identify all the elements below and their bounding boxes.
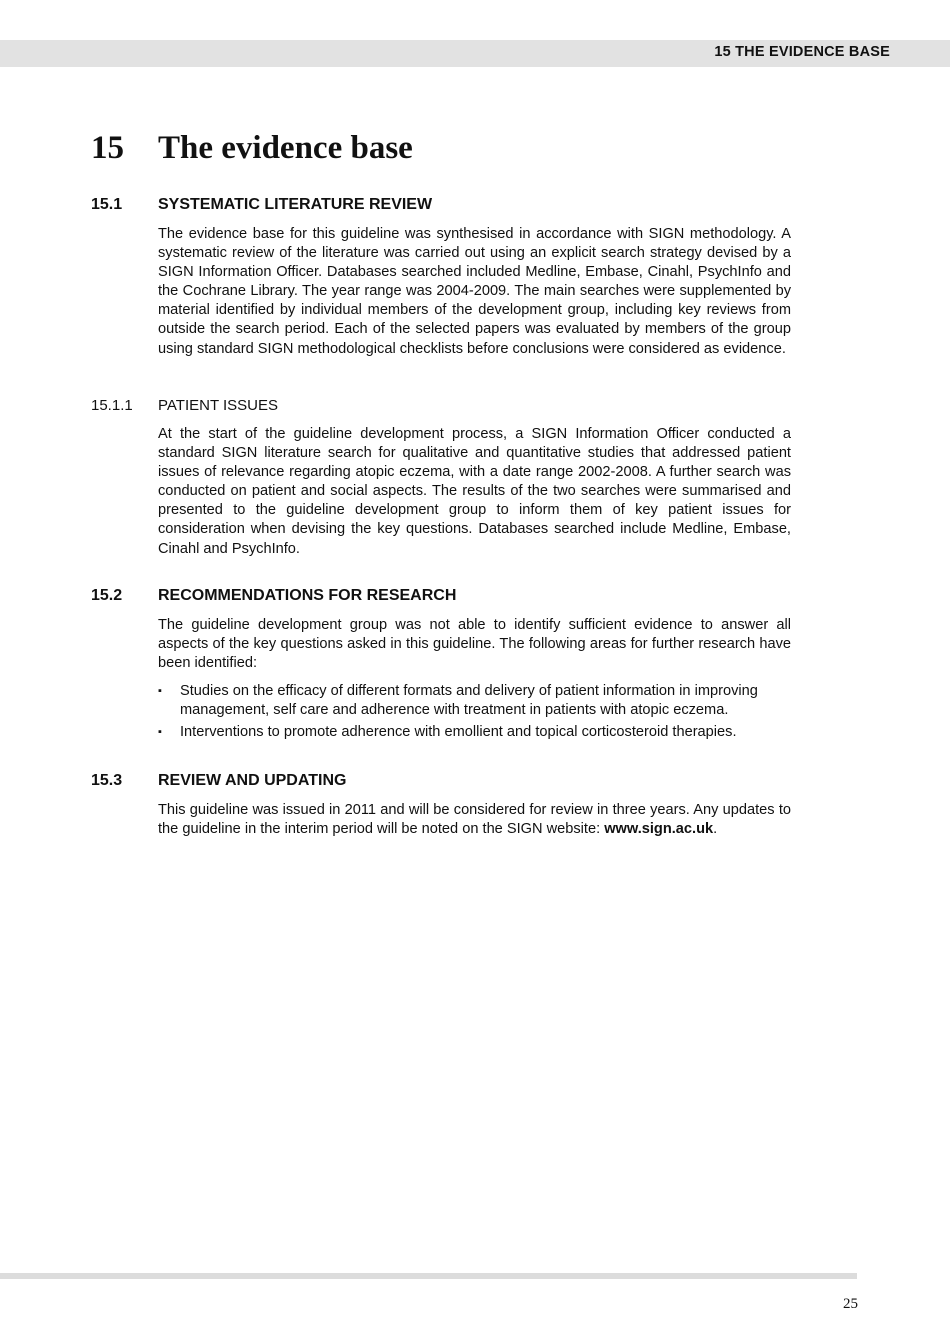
subsection-title: PATIENT ISSUES: [158, 397, 279, 414]
section-title: RECOMMENDATIONS FOR RESEARCH: [158, 587, 457, 604]
subsection-number: 15.1.1: [91, 397, 133, 414]
section-number: 15.1: [91, 196, 123, 213]
chapter-title: [91, 128, 413, 168]
paragraph-text: This guideline was issued in 2011 and will be considered for review in three years. Any updates to the guideline in the interim period will be noted on the SIGN website:: [158, 802, 791, 838]
chapter-number: 15: [91, 130, 124, 166]
section-heading-15-3: [91, 771, 346, 791]
bullet-square-icon: ▪: [158, 685, 162, 697]
section-paragraph-15-3: [158, 801, 791, 839]
research-bullet-list: [158, 682, 791, 745]
bullet-square-icon: ▪: [158, 726, 162, 739]
section-paragraph-15-1: The evidence base for this guideline was synthesised in accordance with SIGN methodology. A systematic review of the literature was carried out using an explicit search strategy devised by a SIGN Information Officer. Databases searched included Medline, Embase, Cinahl, PsychInfo and the Cochrane Library. The year range was 2004-2009. The main searches were supplemented by material identified by individual members of the development group, including key reviews from outside the search period. Each of the selected papers was evaluated by members of the group using standard SIGN methodological checklists before conclusions were considered as evidence.: [158, 226, 791, 357]
list-item: [158, 682, 791, 720]
section-title: REVIEW AND UPDATING: [158, 772, 347, 789]
chapter-title-text: The evidence base: [158, 130, 413, 166]
section-number: 15.3: [91, 772, 123, 789]
running-header-title: 15 THE EVIDENCE BASE: [714, 44, 890, 60]
paragraph-trailing: .: [713, 821, 718, 838]
list-item-text: Studies on the efficacy of different formats and delivery of patient information in improving management, self care and adherence with treatment in patients with atopic eczema.: [180, 683, 758, 719]
page-number: 25: [843, 1296, 858, 1312]
section-number: 15.2: [91, 587, 123, 604]
section-title: SYSTEMATIC LITERATURE REVIEW: [158, 196, 433, 213]
list-item-text: Interventions to promote adherence with emollient and topical corticosteroid therapies.: [180, 724, 737, 741]
section-heading-15-1: [91, 195, 432, 215]
section-paragraph-15-2: The guideline development group was not able to identify sufficient evidence to answer all aspects of the key questions asked in this guideline. The following areas for further research have been identified:: [158, 617, 791, 672]
footer-bar: [0, 1273, 857, 1279]
subsection-heading-15-1-1: [91, 396, 278, 416]
section-paragraph-15-1-1: At the start of the guideline development process, a SIGN Information Officer conducted a standard SIGN literature search for qualitative and quantitative studies that addressed patient issues of relevance regarding atopic eczema, with a date range 2002-2008. A further search was conducted on patient and social aspects. The results of the two searches were summarised and presented to the guideline development group to inform them of key patient issues for consideration when devising the key questions. Databases searched include Medline, Embase, Cinahl and PsychInfo.: [158, 426, 791, 557]
sign-website-link[interactable]: www.sign.ac.uk: [604, 821, 714, 838]
section-heading-15-2: [91, 586, 456, 606]
list-item: [158, 723, 791, 742]
running-header-bar: [0, 40, 950, 67]
